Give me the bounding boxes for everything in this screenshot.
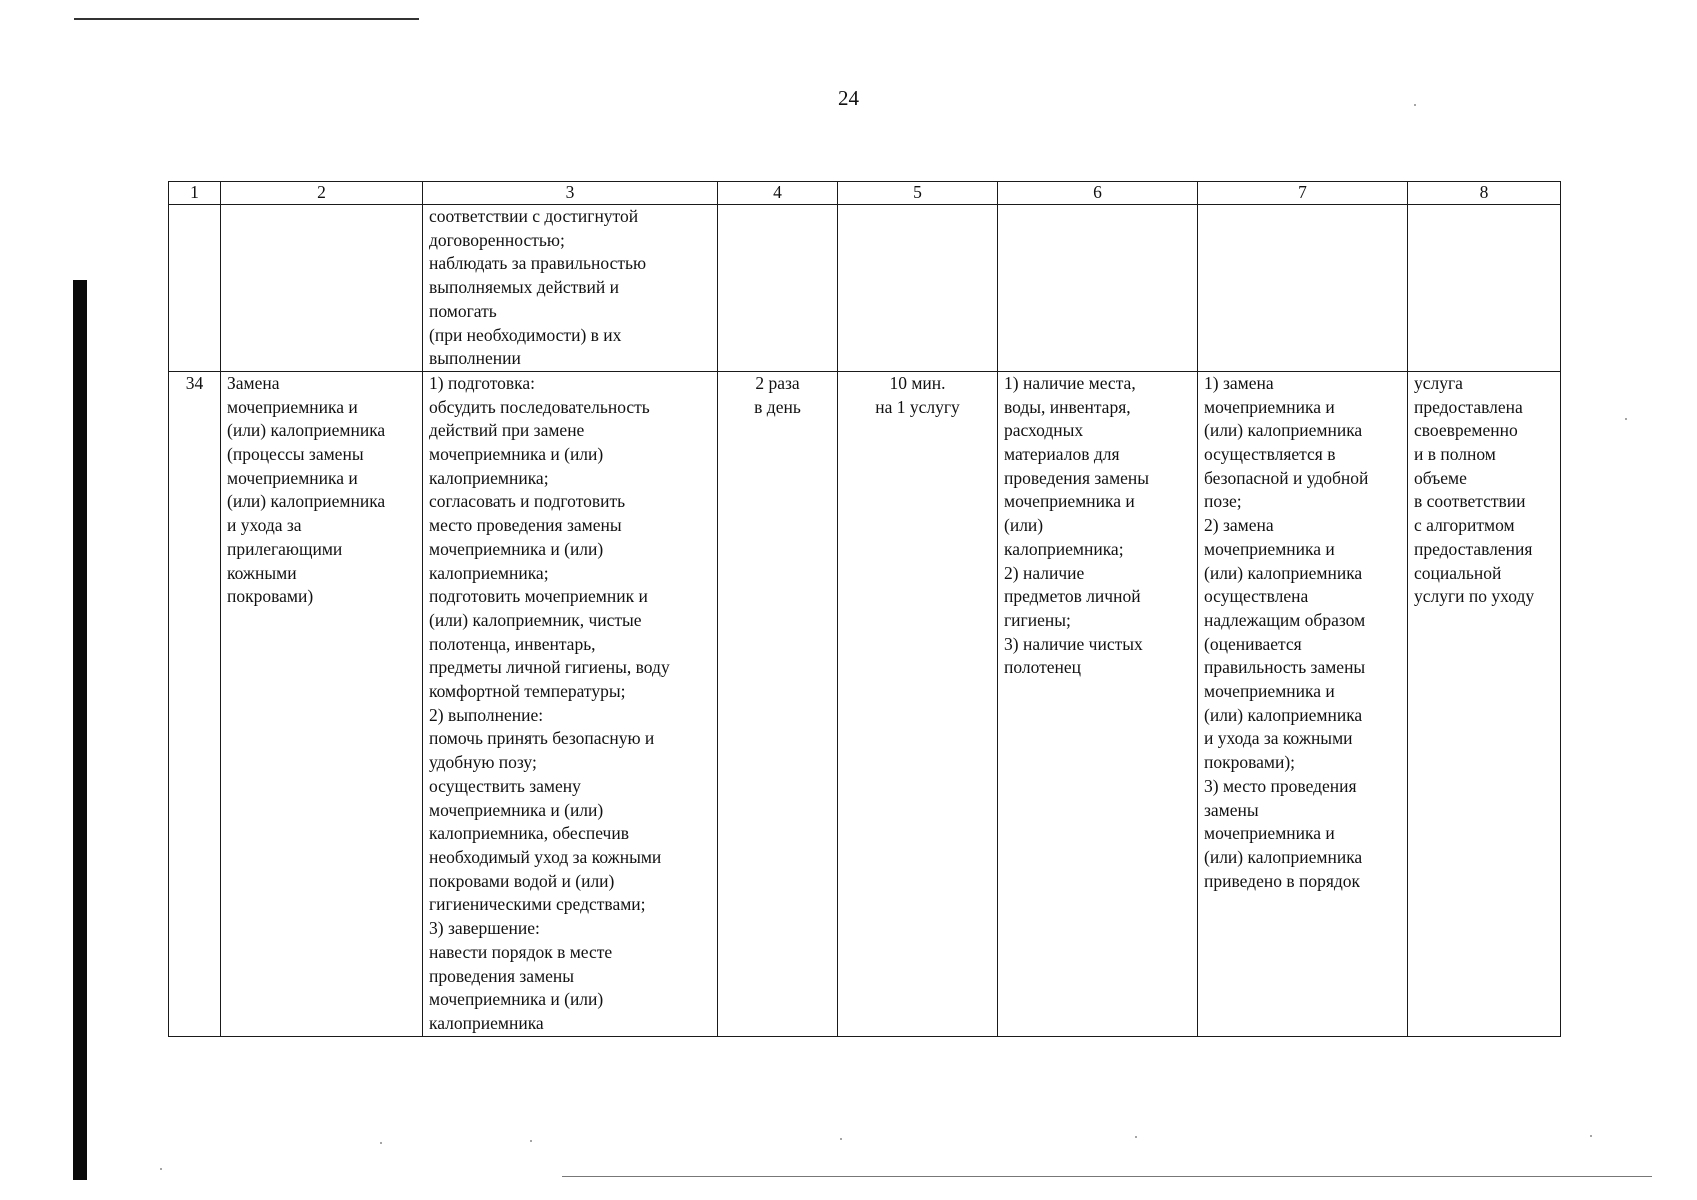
- scan-bottom-line: [562, 1176, 1652, 1177]
- column-number-5: 5: [838, 182, 998, 205]
- cont-cell-2: [221, 205, 423, 372]
- scan-binding-edge: [73, 280, 87, 1180]
- service-frequency: 2 раза в день: [718, 371, 838, 1036]
- column-number-2: 2: [221, 182, 423, 205]
- cont-cell-6: [998, 205, 1198, 372]
- column-number-8: 8: [1408, 182, 1561, 205]
- column-number-row: [169, 182, 1561, 205]
- service-procedure: 1) подготовка: обсудить последовательность действий при замене мочеприемника и (или) калоприемника; согласовать и подготовить место проведения замены мочеприемника и (или) калоприемника; подготовить мочеприемник и (или) калоприемник, чистые полотенца, инвентарь, предметы личной гигиены, воду комфортной температуры; 2) выполнение: помочь принять безопасную и удобную позу; осуществить замену мочеприемника и (или) калоприемника, обеспечив необходимый уход за кожными покровами водой и (или) гигиеническими средствами; 3) завершение: навести порядок в месте проведения замены мочеприемника и (или) калоприемника: [423, 371, 718, 1036]
- scan-speck: [380, 1142, 382, 1144]
- cont-cell-8: [1408, 205, 1561, 372]
- table-row: [169, 371, 1561, 1036]
- scan-speck: [840, 1138, 842, 1140]
- service-duration: 10 мин. на 1 услугу: [838, 371, 998, 1036]
- cont-cell-5: [838, 205, 998, 372]
- continuation-row: [169, 205, 1561, 372]
- cont-cell-4: [718, 205, 838, 372]
- column-number-3: 3: [423, 182, 718, 205]
- service-quality-indicators: 1) замена мочеприемника и (или) калоприемника осуществляется в безопасной и удобной позе; 2) замена мочеприемника и (или) калоприемника осуществлена надлежащим образом (оценивается правильность замены мочеприемника и (или) калоприемника и ухода за кожными покровами); 3) место проведения замены мочеприемника и (или) калоприемника приведено в порядок: [1198, 371, 1408, 1036]
- column-number-6: 6: [998, 182, 1198, 205]
- row-number: 34: [169, 371, 221, 1036]
- services-table: [168, 181, 1561, 1037]
- scan-speck: [1625, 418, 1627, 420]
- service-name: Замена мочеприемника и (или) калоприемника (процессы замены мочеприемника и (или) калоприемника и ухода за прилегающими кожными покровами): [221, 371, 423, 1036]
- scan-speck: [160, 1168, 162, 1170]
- cont-cell-7: [1198, 205, 1408, 372]
- column-number-1: 1: [169, 182, 221, 205]
- column-number-7: 7: [1198, 182, 1408, 205]
- scan-top-line: [74, 18, 419, 20]
- cont-cell-1: [169, 205, 221, 372]
- service-evaluation: услуга предоставлена своевременно и в полном объеме в соответствии с алгоритмом предоставления социальной услуги по уходу: [1408, 371, 1561, 1036]
- scan-speck: [530, 1140, 532, 1142]
- scan-speck: [1135, 1136, 1137, 1138]
- cont-cell-procedure: соответствии с достигнутой договоренностью; наблюдать за правильностью выполняемых действий и помогать (при необходимости) в их выполнении: [423, 205, 718, 372]
- scan-speck: [1590, 1135, 1592, 1137]
- page-number: 24: [838, 86, 859, 110]
- service-conditions: 1) наличие места, воды, инвентаря, расходных материалов для проведения замены мочеприемника и (или) калоприемника; 2) наличие предметов личной гигиены; 3) наличие чистых полотенец: [998, 371, 1198, 1036]
- column-number-4: 4: [718, 182, 838, 205]
